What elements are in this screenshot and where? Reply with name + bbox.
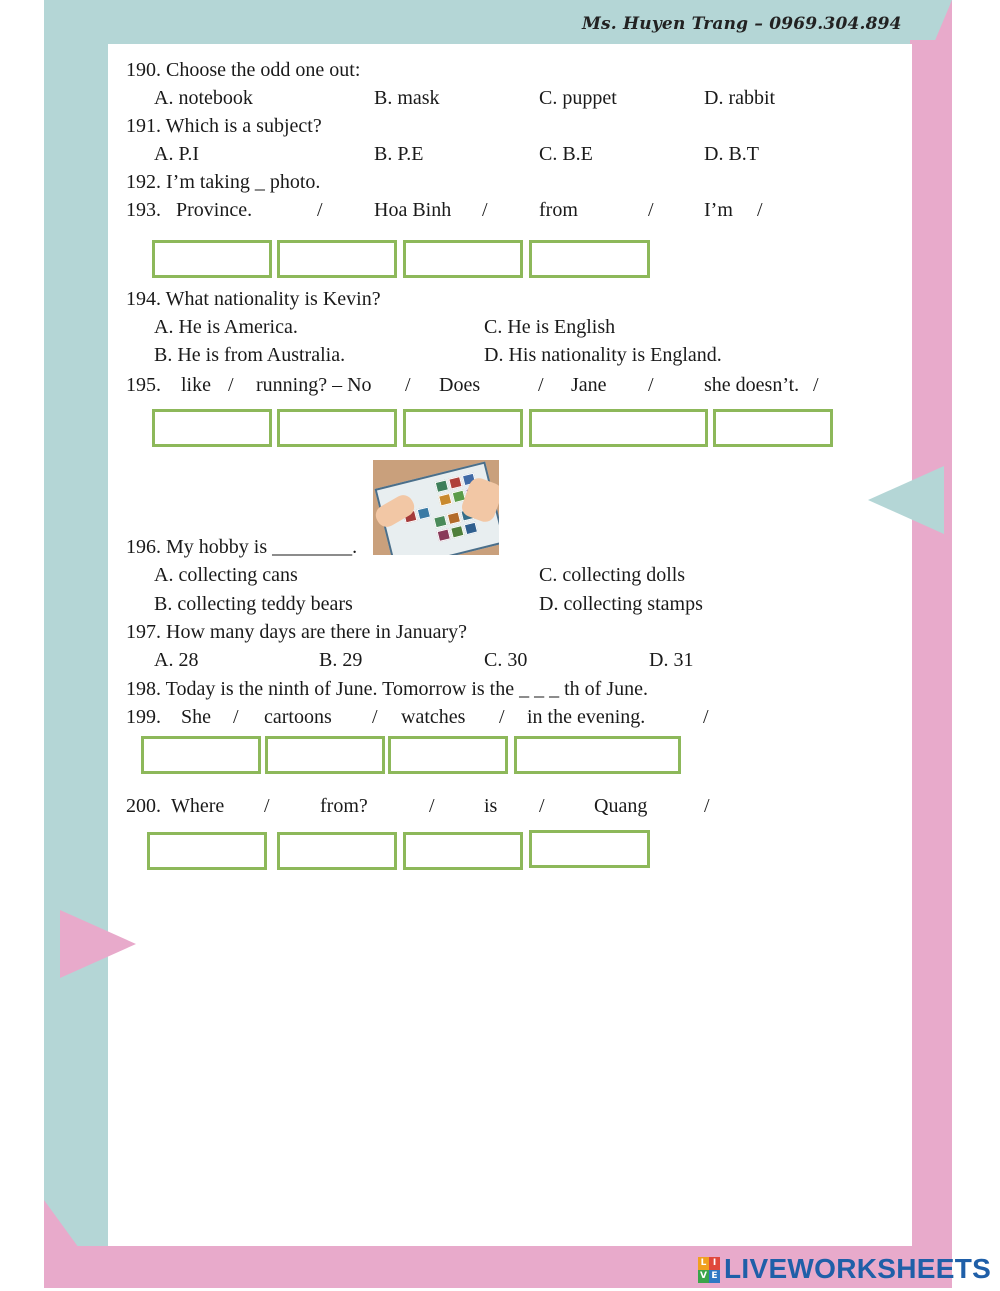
q193-answer-box-4[interactable] xyxy=(529,240,650,278)
q195-slash: / xyxy=(228,374,234,396)
q193-slash: / xyxy=(482,199,488,221)
q200-answer-box-2[interactable] xyxy=(277,832,397,870)
q197-option-b: B. 29 xyxy=(319,649,363,671)
stamp xyxy=(447,511,461,525)
q194-option-b: B. He is from Australia. xyxy=(154,344,346,366)
logo-letter-tile: I xyxy=(709,1257,720,1270)
q199-word: in the evening. xyxy=(527,706,646,728)
q191-option-c: C. B.E xyxy=(539,143,593,165)
q194-question: 194. What nationality is Kevin? xyxy=(126,288,381,310)
q191-option-a: A. P.I xyxy=(154,143,200,165)
q194-option-a: A. He is America. xyxy=(154,316,298,338)
logo-letter-tile: L xyxy=(698,1257,709,1270)
worksheet-paper xyxy=(108,44,912,1246)
q196-option-c: C. collecting dolls xyxy=(539,564,686,586)
q195-answer-box-2[interactable] xyxy=(277,409,397,447)
q193-word: Hoa Binh xyxy=(374,199,452,221)
q199-slash: / xyxy=(233,706,239,728)
q200-slash: / xyxy=(264,795,270,817)
q199-answer-box-3[interactable] xyxy=(388,736,508,774)
q195-word: running? – No xyxy=(256,374,372,396)
q190-question: 190. Choose the odd one out: xyxy=(126,59,361,81)
frame-pink-bottom-corner xyxy=(44,1200,108,1288)
q200-slash: / xyxy=(704,795,710,817)
q195-answer-box-4[interactable] xyxy=(529,409,708,447)
stamp xyxy=(450,525,464,539)
author-header: Ms. Huyen Trang – 0969.304.894 xyxy=(582,14,902,34)
q195-slash: / xyxy=(538,374,544,396)
stamp xyxy=(464,522,478,536)
q191-option-b: B. P.E xyxy=(374,143,424,165)
q199-number: 199. xyxy=(126,706,161,728)
q199-word: cartoons xyxy=(264,706,332,728)
q195-word: Does xyxy=(439,374,481,396)
stamp-album-photo xyxy=(373,460,499,555)
q195-slash: / xyxy=(405,374,411,396)
q190-option-b: B. mask xyxy=(374,87,440,109)
q200-word: Quang xyxy=(594,795,648,817)
q193-number: 193. xyxy=(126,199,161,221)
stamp xyxy=(448,476,462,490)
q193-slash: / xyxy=(757,199,763,221)
stamp xyxy=(435,479,449,493)
q200-answer-box-4[interactable] xyxy=(529,830,650,868)
q197-question: 197. How many days are there in January? xyxy=(126,621,467,643)
q194-option-d: D. His nationality is England. xyxy=(484,344,722,366)
q193-word: Province. xyxy=(176,199,253,221)
q195-answer-box-3[interactable] xyxy=(403,409,523,447)
q200-word: is xyxy=(484,795,498,817)
q195-word: like xyxy=(181,374,211,396)
q200-word: from? xyxy=(320,795,368,817)
q193-slash: / xyxy=(648,199,654,221)
q199-answer-box-4[interactable] xyxy=(514,736,681,774)
q195-slash: / xyxy=(813,374,819,396)
q199-answer-box-2[interactable] xyxy=(265,736,385,774)
q195-slash: / xyxy=(648,374,654,396)
q200-number: 200. xyxy=(126,795,161,817)
q200-slash: / xyxy=(539,795,545,817)
stamp xyxy=(438,493,452,507)
q199-answer-box-1[interactable] xyxy=(141,736,261,774)
q197-option-a: A. 28 xyxy=(154,649,199,671)
q199-slash: / xyxy=(499,706,505,728)
stamp xyxy=(417,507,431,521)
q190-option-a: A. notebook xyxy=(154,87,253,109)
frame-pink-right-strip xyxy=(910,40,952,1288)
q190-option-c: C. puppet xyxy=(539,87,617,109)
q193-answer-box-2[interactable] xyxy=(277,240,397,278)
stamp xyxy=(433,515,447,529)
q193-answer-box-1[interactable] xyxy=(152,240,272,278)
frame-pink-top-corner xyxy=(910,0,952,100)
q195-number: 195. xyxy=(126,374,161,396)
logo-letter-tile: E xyxy=(709,1270,720,1283)
decor-teal-triangle xyxy=(868,466,944,534)
q195-answer-box-5[interactable] xyxy=(713,409,833,447)
q199-word: She xyxy=(181,706,211,728)
q200-answer-box-3[interactable] xyxy=(403,832,523,870)
q200-answer-box-1[interactable] xyxy=(147,832,267,870)
liveworksheets-logo-icon xyxy=(698,1257,720,1283)
q197-option-d: D. 31 xyxy=(649,649,694,671)
q192-question: 192. I’m taking _ photo. xyxy=(126,171,321,193)
q195-answer-box-1[interactable] xyxy=(152,409,272,447)
q193-slash: / xyxy=(317,199,323,221)
q193-answer-box-3[interactable] xyxy=(403,240,523,278)
q191-option-d: D. B.T xyxy=(704,143,759,165)
q199-word: watches xyxy=(401,706,466,728)
q193-word: I’m xyxy=(704,199,733,221)
q199-slash: / xyxy=(703,706,709,728)
q190-option-d: D. rabbit xyxy=(704,87,776,109)
q196-question: 196. My hobby is ________. xyxy=(126,536,358,558)
q200-word: Where xyxy=(171,795,225,817)
q197-option-c: C. 30 xyxy=(484,649,528,671)
q196-option-a: A. collecting cans xyxy=(154,564,298,586)
q200-slash: / xyxy=(429,795,435,817)
q193-word: from xyxy=(539,199,578,221)
q195-word: she doesn’t. xyxy=(704,374,800,396)
q196-option-b: B. collecting teddy bears xyxy=(154,593,353,615)
q196-option-d: D. collecting stamps xyxy=(539,593,703,615)
logo-letter-tile: V xyxy=(698,1270,709,1283)
q194-option-c: C. He is English xyxy=(484,316,616,338)
q198-question: 198. Today is the ninth of June. Tomorrow is the _ _ _ th of June. xyxy=(126,678,648,700)
q191-question: 191. Which is a subject? xyxy=(126,115,322,137)
q199-slash: / xyxy=(372,706,378,728)
stamp xyxy=(437,528,451,542)
decor-pink-triangle xyxy=(60,910,136,978)
q195-word: Jane xyxy=(571,374,607,396)
liveworksheets-logo-text: LIVEWORKSHEETS xyxy=(724,1253,992,1284)
